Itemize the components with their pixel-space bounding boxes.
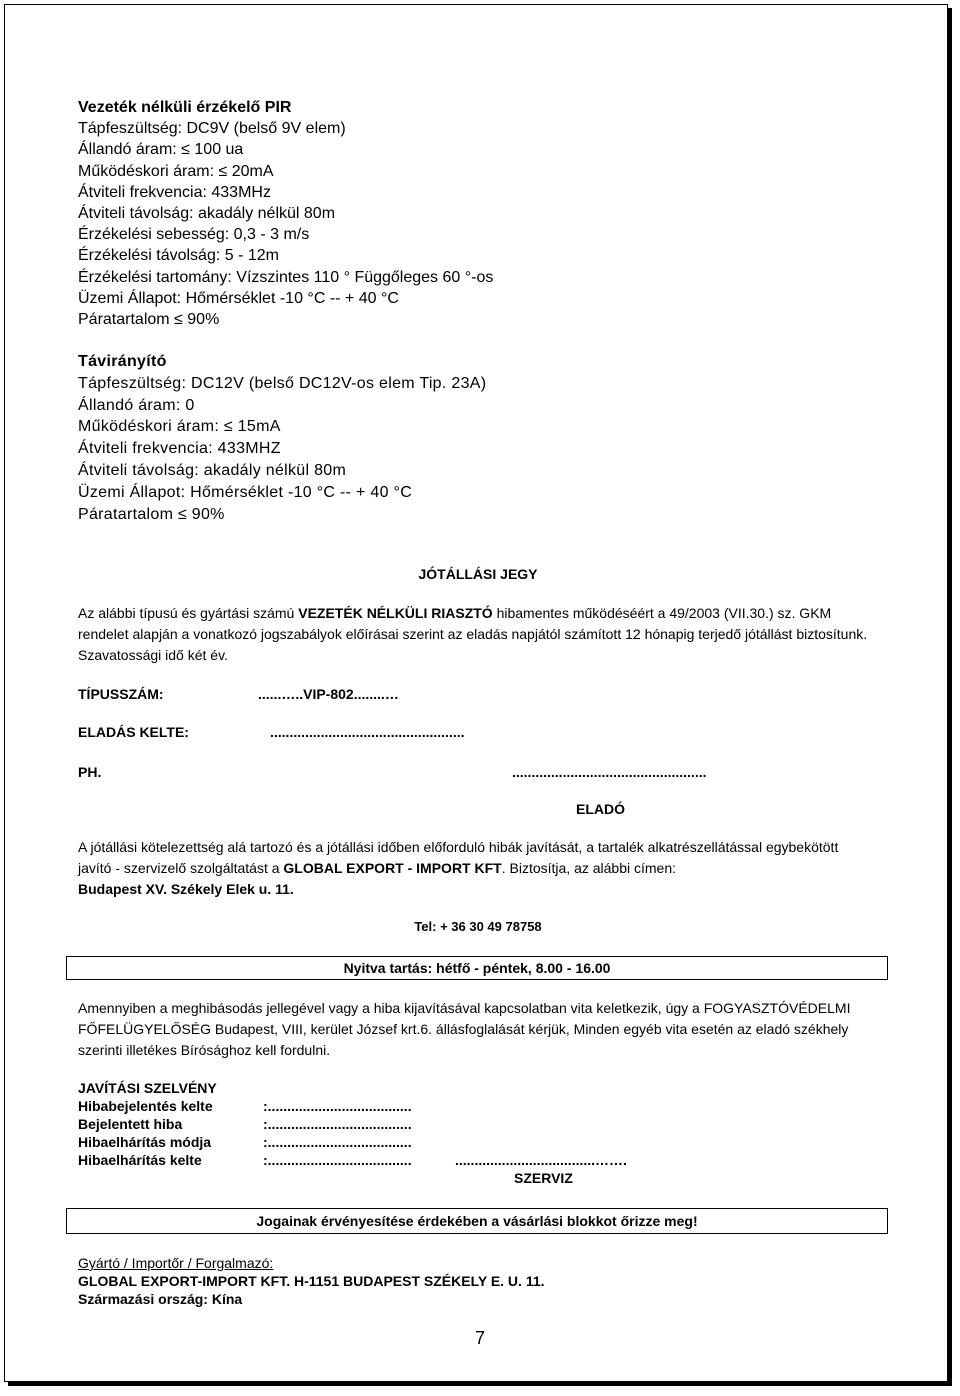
warranty-text-pre: Az alábbi típusú és gyártási számú [78, 605, 299, 621]
repair-row-value: :..................................... [263, 1116, 412, 1132]
remote-line: Átviteli frekvencia: 433MHZ [78, 440, 281, 458]
remote-line: Működéskori áram: ≤ 15mA [78, 418, 281, 436]
opening-hours-box [66, 956, 888, 980]
service-company: GLOBAL EXPORT - IMPORT KFT [283, 860, 502, 876]
repair-row-label: Hibaelhárítás módja [78, 1134, 212, 1150]
service-text-post: . Biztosítja, az alábbi címen: [501, 860, 677, 876]
pir-line: Érzékelési távolság: 5 - 12m [78, 247, 279, 265]
pir-line: Átviteli frekvencia: 433MHz [78, 183, 271, 201]
receipt-notice: Jogainak érvényesítése érdekében a vásárlási blokkot őrizze meg! [256, 1213, 698, 1229]
repair-row-label: Hibabejelentés kelte [78, 1098, 213, 1114]
type-label: TÍPUSSZÁM: [78, 686, 164, 702]
remote-line: Üzemi Állapot: Hőmérséklet -10 °C -- + 40 °C [78, 483, 413, 501]
page-number: 7 [474, 1328, 485, 1348]
pir-line: Üzemi Állapot: Hőmérséklet -10 °C -- + 40 °C [78, 289, 399, 307]
service-label: SZERVIZ [514, 1170, 573, 1186]
receipt-notice-box [66, 1208, 888, 1234]
warranty-product: VEZETÉK NÉLKÜLI RIASZTÓ [298, 605, 493, 621]
remote-line: Páratartalom ≤ 90% [78, 505, 225, 523]
sale-date-value: .................................................. [270, 724, 465, 740]
stamp-label: PH. [78, 764, 102, 780]
repair-row-label: Hibaelhárítás kelte [78, 1152, 202, 1168]
maker-label: Gyártó / Importőr / Forgalmazó: [78, 1255, 274, 1271]
service-paragraph [78, 837, 868, 900]
pir-line: Átviteli távolság: akadály nélkül 80m [78, 205, 336, 223]
pir-line: Tápfeszültség: DC9V (belső 9V elem) [78, 120, 346, 138]
type-value: ......…..VIP-802........… [258, 686, 399, 702]
seller-label: ELADÓ [576, 801, 625, 817]
remote-title: Távirányító [78, 353, 167, 370]
footer [78, 1254, 545, 1308]
pir-line: Állandó áram: ≤ 100 ua [78, 141, 244, 159]
remote-line: Tápfeszültség: DC12V (belső DC12V-os elem Tip. 23A) [78, 374, 487, 392]
remote-line: Átviteli távolság: akadály nélkül 80m [78, 461, 347, 479]
warranty-paragraph [78, 603, 868, 666]
service-signature-line: ....................................……. [455, 1152, 627, 1168]
opening-hours: Nyitva tartás: hétfő - péntek, 8.00 - 16.00 [343, 960, 611, 976]
repair-row-value: :..................................... [263, 1134, 412, 1150]
seller-signature-line: .................................................. [512, 764, 707, 780]
pir-section [78, 97, 493, 330]
warranty-title: JÓTÁLLÁSI JEGY [418, 566, 538, 582]
pir-title: Vezeték nélküli érzékelő PIR [78, 99, 292, 116]
maker: GLOBAL EXPORT-IMPORT KFT. H-1151 BUDAPEST SZÉKELY E. U. 11. [78, 1273, 545, 1289]
pir-line: Érzékelési tartomány: Vízszintes 110 ° Függőleges 60 °-os [78, 268, 494, 286]
service-phone: Tel: + 36 30 49 78758 [414, 919, 542, 934]
repair-row-label: Bejelentett hiba [78, 1116, 183, 1132]
pir-line: Működéskori áram: ≤ 20mA [78, 162, 274, 180]
repair-row-value: :..................................... [263, 1098, 412, 1114]
dispute-paragraph: Amennyiben a meghibásodás jellegével vagy a hiba kijavításával kapcsolatban vita keletkezik, úgy a FOGYASZTÓVÉDELMI FŐFELÜGYELŐSÉG Budapest, VIII, kerület József krt.6. állásfoglalását kérjük, Minden egyéb vita esetén az eladó székhely szerinti illetékes Bírósághoz kell fordulni. [78, 1000, 851, 1058]
country-of-origin: Származási ország: Kína [78, 1291, 243, 1307]
pir-line: Érzékelési sebesség: 0,3 - 3 m/s [78, 226, 310, 244]
remote-line: Állandó áram: 0 [78, 396, 195, 414]
service-text-pre: A jótállási kötelezettség alá tartozó és a jótállási időben előforduló hibák javítását, a tartalék alkatrészellátással egybekötött javító - szervizelő szolgáltatást a [78, 839, 839, 876]
remote-section [78, 351, 486, 525]
service-address: Budapest XV. Székely Elek u. 11. [78, 881, 294, 897]
repair-row-value: :..................................... [263, 1152, 412, 1168]
pir-line: Páratartalom ≤ 90% [78, 311, 220, 329]
sale-date-label: ELADÁS KELTE: [78, 724, 189, 740]
warranty-text-post: hibamentes működéséért a 49/2003 (VII.30.) sz. GKM rendelet alapján a vonatkozó jogszabályok előírásai szerint az eladás napjától számított 12 hónapig terjedő jótállást biztosítunk. Szavatossági idő két év. [78, 605, 868, 663]
repair-title: JAVÍTÁSI SZELVÉNY [78, 1080, 217, 1096]
